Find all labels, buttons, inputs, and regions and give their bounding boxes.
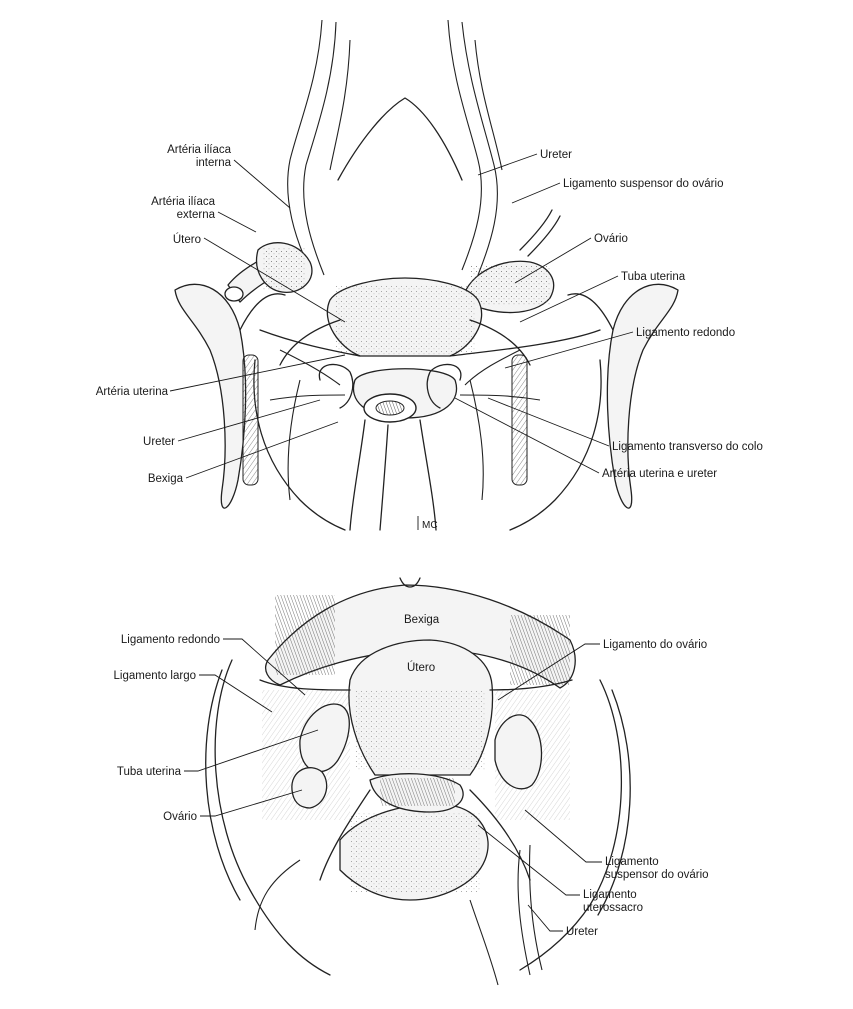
label-bexiga-bottom: Bexiga [404, 614, 440, 626]
label-arteria-iliaca-externa: Artéria ilíaca externa [151, 196, 215, 221]
label-ligamento-redondo-bottom: Ligamento redondo [120, 634, 220, 646]
artist-signature: MC [422, 520, 438, 531]
label-utero-top: Útero [172, 234, 201, 246]
label-ureter-right: Ureter [540, 149, 572, 161]
label-tuba-uterina-top: Tuba uterina [621, 271, 686, 283]
label-ligamento-transverso: Ligamento transverso do colo [612, 441, 763, 453]
label-bexiga-top: Bexiga [147, 473, 183, 485]
label-ligamento-redondo-top: Ligamento redondo [636, 327, 736, 339]
label-ovario-bottom: Ovário [163, 811, 197, 823]
label-ureter-left: Ureter [143, 436, 175, 448]
label-utero-bottom: Útero [407, 662, 436, 674]
label-ligamento-suspensor-bottom: Ligamento suspensor do ovário [605, 856, 709, 881]
label-arteria-uterina: Artéria uterina [95, 386, 168, 398]
label-tuba-uterina-bottom: Tuba uterina [116, 766, 181, 778]
label-ligamento-suspensor-top: Ligamento suspensor do ovário [563, 178, 724, 190]
bottom-pelvis-illustration [206, 578, 630, 985]
label-arteria-uterina-ureter: Artéria uterina e ureter [602, 468, 718, 480]
label-ligamento-uterossacro: Ligamento uterossacro [583, 889, 644, 914]
label-ligamento-largo: Ligamento largo [113, 670, 196, 682]
label-arteria-iliaca-interna: Artéria ilíaca interna [167, 144, 231, 169]
label-ovario-top: Ovário [594, 233, 628, 245]
label-ureter-bottom: Ureter [566, 926, 598, 938]
label-ligamento-ovario: Ligamento do ovário [603, 639, 708, 651]
top-pelvis-illustration [172, 20, 678, 530]
